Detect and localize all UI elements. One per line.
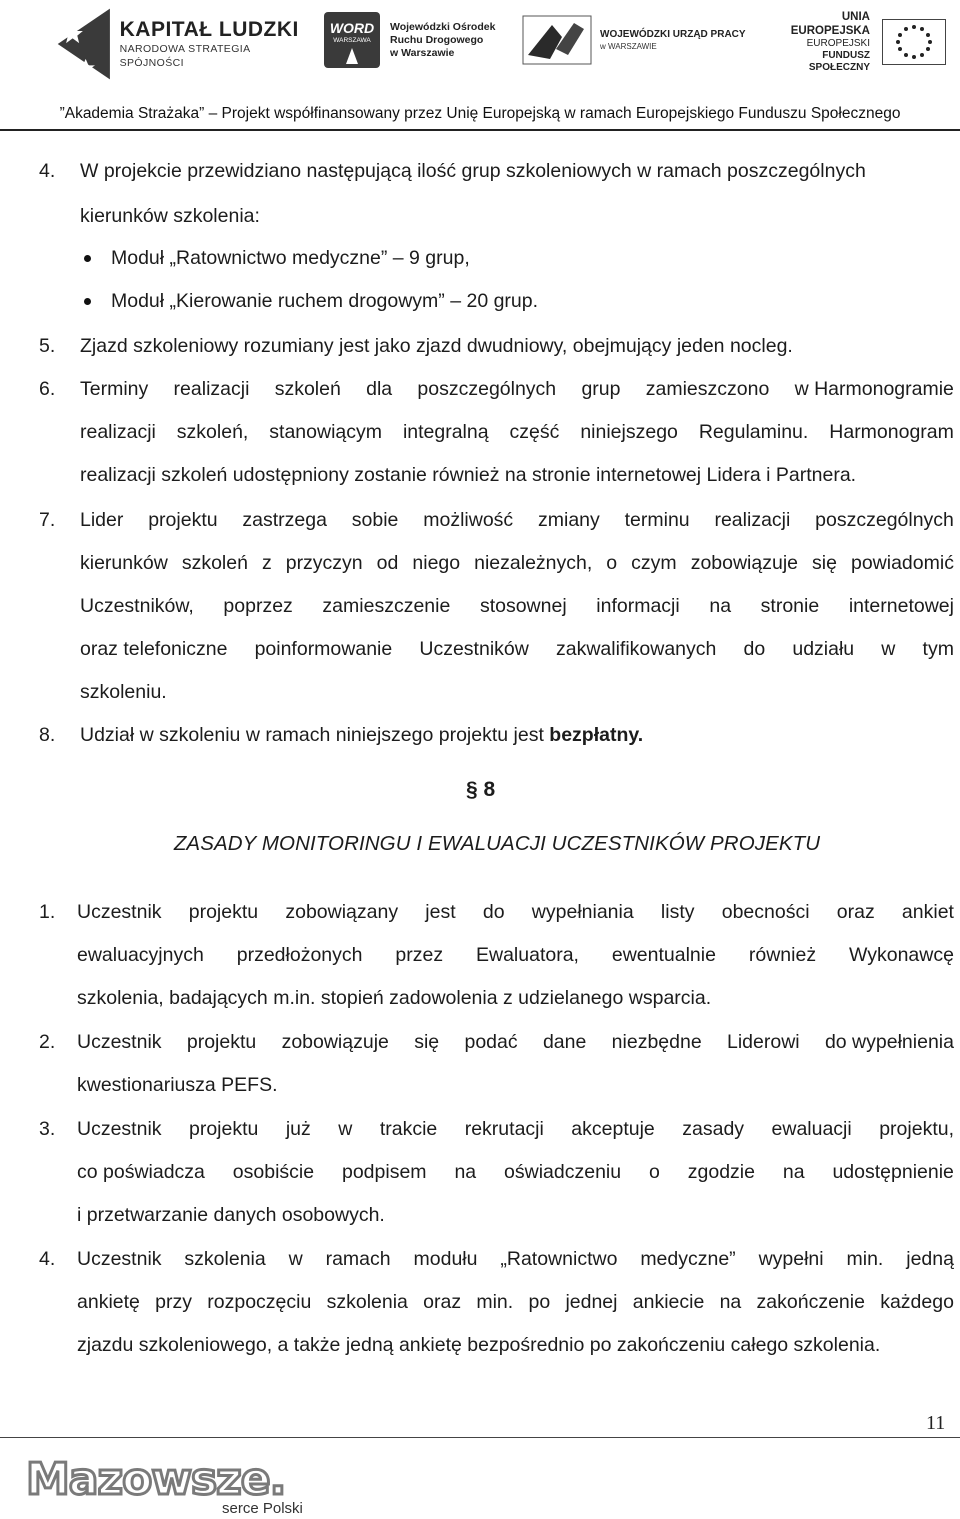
word-logo <box>324 12 504 68</box>
bullet-item: Moduł „Kierowanie ruchem drogowym” – 20 grup. <box>111 290 539 312</box>
free-of-charge-label: bezpłatny. <box>549 724 644 746</box>
list-item-6-line-2: realizacji szkoleń, stanowiącym integralną część niniejszego Regulaminu. Harmonogram <box>80 421 954 443</box>
monitoring-item-1-line-3: szkolenia, badających m.in. stopień zadowolenia z udzielanego wsparcia. <box>77 987 712 1009</box>
list-item-number: 8. <box>39 724 56 746</box>
word-emblem-subtext: WARSZAWA <box>333 37 371 44</box>
list-item-7-line-2: kierunków szkoleń z przyczyn od niego niezależnych, o czym zobowiązuje się powiadomić <box>80 552 954 574</box>
word-line2: Ruchu Drogowego <box>390 33 484 46</box>
bullet-icon <box>84 298 91 305</box>
monitoring-item-2-line-2: kwestionariusza PEFS. <box>77 1074 278 1096</box>
word-emblem-icon <box>324 12 380 68</box>
ue-line1: UNIA EUROPEJSKA <box>790 11 870 37</box>
bullet-icon <box>84 255 91 262</box>
wup-logo <box>522 14 747 66</box>
header-divider <box>0 129 960 131</box>
monitoring-item-3-line-3: i przetwarzanie danych osobowych. <box>77 1204 385 1226</box>
ue-logo <box>765 11 955 73</box>
ue-line3: FUNDUSZ SPOŁECZNY <box>808 50 870 73</box>
eu-flag-icon <box>882 19 946 65</box>
list-item-number: 1. <box>39 901 56 923</box>
monitoring-item-4-line-2: ankietę przy rozpoczęciu szkolenia oraz min. po jednej ankiecie na zakończenie każdego <box>77 1291 954 1313</box>
kapital-ludzki-logo <box>54 2 304 86</box>
list-item-7-line-1: Lider projektu zastrzega sobie możliwość zmiany terminu realizacji poszczególnych <box>80 509 954 531</box>
mazowsze-logo: Mazowsze. <box>26 1454 286 1505</box>
wup-emblem-icon <box>522 15 592 65</box>
section-title: ZASADY MONITORINGU I EWALUACJI UCZESTNIKÓW PROJEKTU <box>173 832 821 855</box>
monitoring-item-3-line-1: Uczestnik projektu już w trakcie rekrutacji akceptuje zasady ewaluacji projektu, <box>77 1118 954 1140</box>
word-line1: Wojewódzki Ośrodek <box>390 20 496 33</box>
kapital-ludzki-title: KAPITAŁ LUDZKI <box>119 18 299 41</box>
project-caption: ”Akademia Strażaka” – Projekt współfinansowany przez Unię Europejską w ramach Europejskiego Funduszu Społecznego <box>59 105 901 122</box>
monitoring-item-4-line-1: Uczestnik szkolenia w ramach modułu „Ratownictwo medyczne” wypełni min. jedną <box>77 1248 954 1270</box>
monitoring-item-2-line-1: Uczestnik projektu zobowiązuje się podać dane niezbędne Liderowi do wypełnienia <box>77 1031 954 1053</box>
list-item-number: 6. <box>39 378 56 400</box>
page-number: 11 <box>926 1412 946 1434</box>
list-item-7-line-5: szkoleniu. <box>80 681 167 703</box>
list-item-5-line-1: Zjazd szkoleniowy rozumiany jest jako zjazd dwudniowy, obejmujący jeden nocleg. <box>80 335 793 357</box>
kapital-ludzki-emblem-icon <box>54 4 114 84</box>
footer-divider <box>0 1437 960 1438</box>
section-number: § 8 <box>466 778 496 801</box>
monitoring-item-1-line-2: ewaluacyjnych przedłożonych przez Ewaluatora, ewentualnie również Wykonawcę <box>77 944 954 966</box>
word-line3: w Warszawie <box>390 46 455 59</box>
word-emblem-text: WORD <box>329 20 375 36</box>
list-item-4-line-2: kierunków szkolenia: <box>80 205 260 227</box>
monitoring-item-1-line-1: Uczestnik projektu zobowiązany jest do wypełniania listy obecności oraz ankiet <box>77 901 954 923</box>
list-item-number: 7. <box>39 509 56 531</box>
list-item-number: 5. <box>39 335 56 357</box>
wup-line2: w WARSZAWIE <box>600 42 657 51</box>
list-item-number: 4. <box>39 160 56 182</box>
list-item-4-line-1: W projekcie przewidziano następującą ilość grup szkoleniowych w ramach poszczególnych <box>80 160 866 182</box>
list-item-6-line-3: realizacji szkoleń udostępniony zostanie również na stronie internetowej Lidera i Partnera. <box>80 464 857 486</box>
list-item-8-line-1: Udział w szkoleniu w ramach niniejszego projektu jest bezpłatny. <box>80 724 644 746</box>
list-item-number: 3. <box>39 1118 56 1140</box>
monitoring-item-4-line-3: zjazdu szkoleniowego, a także jedną ankietę bezpośrednio po zakończeniu całego szkolenia. <box>77 1334 881 1356</box>
ue-line2: EUROPEJSKI <box>806 38 870 49</box>
monitoring-item-3-line-2: co poświadcza osobiście podpisem na oświadczeniu o zgodzie na udostępnienie <box>77 1161 954 1183</box>
bullet-item: Moduł „Ratownictwo medyczne” – 9 grup, <box>111 247 470 269</box>
wup-line1: WOJEWÓDZKI URZĄD PRACY <box>600 29 746 40</box>
mazowsze-tagline: serce Polski <box>222 1500 303 1517</box>
list-item-6-line-1: Terminy realizacji szkoleń dla poszczególnych grup zamieszczono w Harmonogramie <box>80 378 954 400</box>
list-item-number: 2. <box>39 1031 56 1053</box>
list-item-7-line-4: oraz telefoniczne poinformowanie Uczestników zakwalifikowanych do udziału w tym <box>80 638 954 660</box>
list-item-7-line-3: Uczestników, poprzez zamieszczenie stosownej informacji na stronie internetowej <box>80 595 954 617</box>
list-item-number: 4. <box>39 1248 56 1270</box>
kapital-ludzki-subtitle: NARODOWA STRATEGIA SPÓJNOŚCI <box>119 43 250 69</box>
